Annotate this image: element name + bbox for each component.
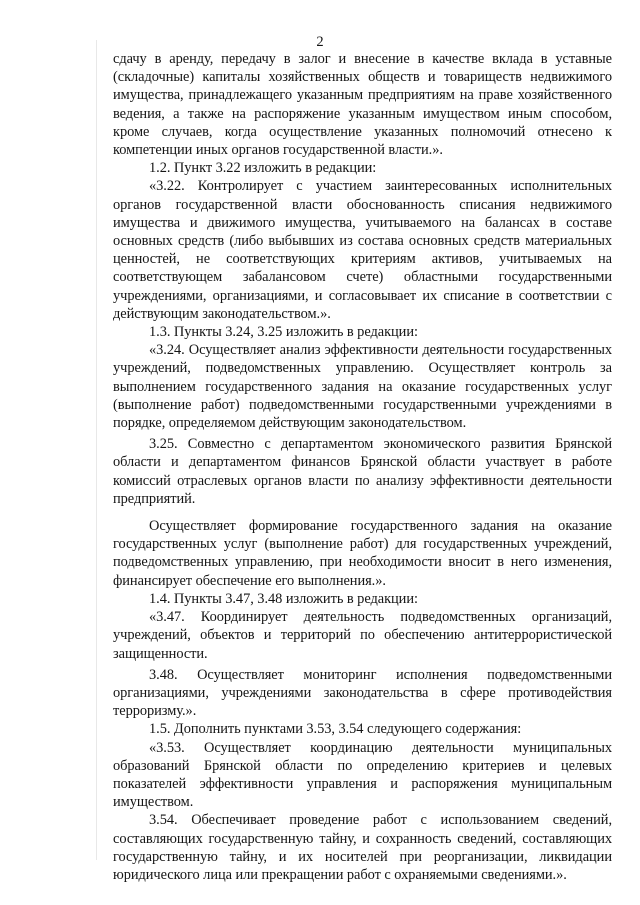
document-body: [113, 50, 612, 884]
paragraph-clause-3-25: 3.25. Совместно с департаментом экономического развития Брянской области и департаментом финансов Брянской области участвует в работе комиссий отраслевых органов власти по анализу эффективности деятельности предприятий.: [113, 436, 612, 507]
paragraph-clause-3-22: «3.22. Контролирует с участием заинтересованных исполнительных органов государственной власти обоснованность списания недвижимого имущества и движимого имущества, учитываемого на балансах в составе основных средств (либо выбывших из состава основных средств материальных ценностей, не соответствующих критериям активов, учитываемых на соответствующем забалансовом счете) областными государственными учреждениями, организациями, и согласовывает их списание в соответствии с действующим законодательством.».: [113, 178, 612, 322]
paragraph-item-1-4: 1.4. Пункты 3.47, 3.48 изложить в редакции:: [149, 590, 418, 607]
paragraph-clause-3-48: 3.48. Осуществляет мониторинг исполнения подведомственными организациями, учреждениями законодательства в сфере противодействия терроризму.».: [113, 666, 612, 720]
paragraph-item-1-3: 1.3. Пункты 3.24, 3.25 изложить в редакции:: [149, 324, 418, 341]
paragraph-clause-3-53: «3.53. Осуществляет координацию деятельности муниципальных образований Брянской области по определению критериев и целевых показателей эффективности управления и распоряжения муниципальным имуществом.: [113, 739, 612, 811]
page-number: 2: [316, 34, 324, 50]
paragraph-clause-3-54: 3.54. Обеспечивает проведение работ с использованием сведений, составляющих государственную тайну, и сохранность сведений, составляющих государственную тайну, и их носителей при реорганизации, ликвидации юридического лица или прекращении работ с охраняемыми сведениями.».: [113, 812, 612, 883]
paragraph-clause-3-24: «3.24. Осуществляет анализ эффективности деятельности государственных учреждений, подведомственных управлению. Осуществляет контроль за выполнением государственного задания на оказание государственных услуг (выполнение работ) подведомственными государственными учреждениями в порядке, определяемом действующим законодательством.: [113, 342, 612, 432]
paragraph-state-assignment: Осуществляет формирование государственного задания на оказание государственных услуг (выполнение работ) для государственных учреждений, подведомственных управлению, при необходимости вносит в него изменения, финансирует обеспечение его выполнения.».: [113, 518, 612, 589]
paragraph-continuation: сдачу в аренду, передачу в залог и внесение в качестве вклада в уставные (складочные) капиталы хозяйственных обществ и товариществ недвижимого имущества, принадлежащего указанным предприятиям на праве хозяйственного ведения, а также на распоряжение указанным имуществом иным способом, кроме случаев, когда осуществление указанных полномочий отнесено к компетенции иных органов государственной власти.».: [113, 51, 612, 159]
scan-margin-mark: [96, 40, 97, 860]
paragraph-item-1-5: 1.5. Дополнить пунктами 3.53, 3.54 следующего содержания:: [149, 721, 522, 738]
paragraph-clause-3-47: «3.47. Координирует деятельность подведомственных организаций, учреждений, объектов и территорий по обеспечению антитеррористической защищенности.: [113, 609, 612, 662]
paragraph-item-1-2: 1.2. Пункт 3.22 изложить в редакции:: [149, 160, 377, 177]
